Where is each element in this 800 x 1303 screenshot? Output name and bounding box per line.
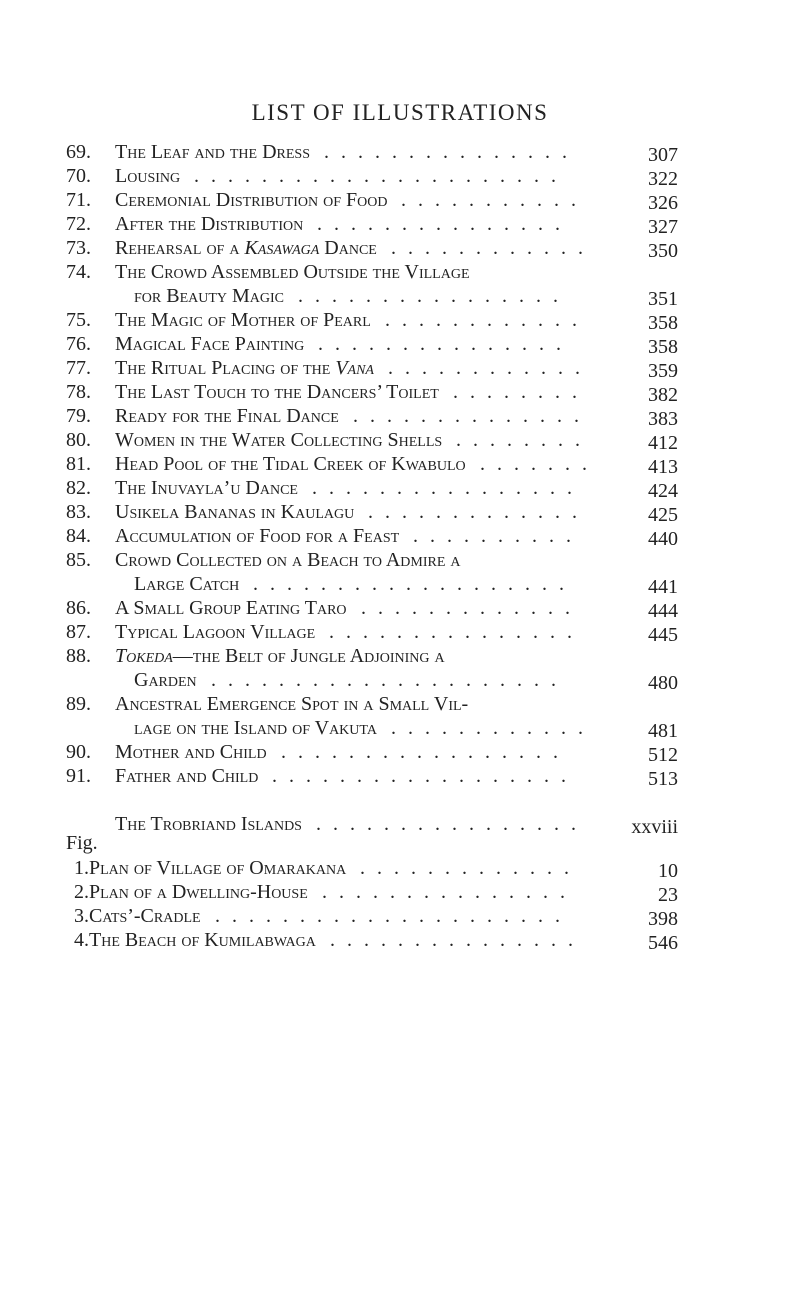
leader-dots: .................. xyxy=(272,765,578,787)
entry-number: 82. xyxy=(66,477,91,499)
entry-page-number: 326 xyxy=(648,192,678,214)
leader-dots: ............. xyxy=(361,597,582,619)
entry-number: 87. xyxy=(66,621,91,643)
entry-title-continued: Garden xyxy=(134,669,197,691)
entry-title: Accumulation of Food for a Feast xyxy=(115,525,400,547)
entry-page-number: 307 xyxy=(648,144,678,166)
entry-title: Typical Lagoon Village xyxy=(115,621,316,643)
entry-title: Rehearsal of a Kasawaga Dance xyxy=(115,237,377,259)
entry-title: Tokeda—the Belt of Jungle Adjoining a xyxy=(115,645,445,667)
entry-number: 90. xyxy=(66,741,91,763)
entry-page-number: 512 xyxy=(648,744,678,766)
entry-page-number: 398 xyxy=(648,908,678,930)
entry-number: 73. xyxy=(66,237,91,259)
entry-title: A Small Group Eating Taro xyxy=(115,597,347,619)
entry-page-number: 23 xyxy=(658,884,678,906)
entry-number: 4. xyxy=(74,929,89,951)
leader-dots: ............. xyxy=(360,857,581,879)
entry-page-number: 10 xyxy=(658,860,678,882)
entry-page-number: 513 xyxy=(648,768,678,790)
entry-title: The Ritual Placing of the Vana xyxy=(115,357,374,379)
entry-page-number: 359 xyxy=(648,360,678,382)
entry-page-number: 445 xyxy=(648,624,678,646)
entry-number: 84. xyxy=(66,525,91,547)
entry-title: Ancestral Emergence Spot in a Small Vil- xyxy=(115,693,469,715)
entry-title: Plan of a Dwelling-House xyxy=(89,881,308,903)
leader-dots: ........ xyxy=(456,429,592,451)
entry-page-number: 546 xyxy=(648,932,678,954)
leader-dots: .............. xyxy=(353,405,591,427)
leader-dots: ................. xyxy=(281,741,570,763)
entry-number: 74. xyxy=(66,261,91,283)
page-title: LIST OF ILLUSTRATIONS xyxy=(251,100,549,125)
leader-dots: ...................... xyxy=(194,165,568,187)
entry-page-number: 350 xyxy=(648,240,678,262)
leader-dots: ................... xyxy=(253,573,576,595)
entry-page-number: 322 xyxy=(648,168,678,190)
entry-number: 76. xyxy=(66,333,91,355)
entry-page-number: xxviii xyxy=(631,816,678,838)
entry-number: 86. xyxy=(66,597,91,619)
entry-page-number: 382 xyxy=(648,384,678,406)
entry-number: 72. xyxy=(66,213,91,235)
entry-title: Magical Face Painting xyxy=(115,333,305,355)
entry-title-continued: for Beauty Magic xyxy=(134,285,285,307)
leader-dots: ................ xyxy=(316,813,588,835)
leader-dots: ............ xyxy=(385,309,589,331)
leader-dots: ..................... xyxy=(215,905,572,927)
entry-number: 81. xyxy=(66,453,91,475)
leader-dots: ............... xyxy=(318,333,573,355)
entry-page-number: 358 xyxy=(648,336,678,358)
entry-title: The Magic of Mother of Pearl xyxy=(115,309,371,331)
entry-title: Ceremonial Distribution of Food xyxy=(115,189,388,211)
entry-title: The Inuvayla’u Dance xyxy=(115,477,298,499)
leader-dots: ............... xyxy=(324,141,579,163)
entry-title-continued: Large Catch xyxy=(134,573,240,595)
entry-number: 79. xyxy=(66,405,91,427)
entry-title: Women in the Water Collecting Shells xyxy=(115,429,443,451)
leader-dots: ............ xyxy=(391,717,595,739)
entry-number: 85. xyxy=(66,549,91,571)
entry-number: 91. xyxy=(66,765,91,787)
entry-title: Plan of Village of Omarakana xyxy=(89,857,347,879)
entry-number: 70. xyxy=(66,165,91,187)
entry-title: Crowd Collected on a Beach to Admire a xyxy=(115,549,461,571)
entry-title: Mother and Child xyxy=(115,741,267,763)
entry-number: 3. xyxy=(74,905,89,927)
entry-page-number: 424 xyxy=(648,480,678,502)
entry-number: 89. xyxy=(66,693,91,715)
entry-number: 78. xyxy=(66,381,91,403)
entry-page-number: 358 xyxy=(648,312,678,334)
entry-number: 2. xyxy=(74,881,89,903)
entry-page-number: 383 xyxy=(648,408,678,430)
leader-dots: ............... xyxy=(322,881,577,903)
leader-dots: ............... xyxy=(329,621,584,643)
entry-page-number: 444 xyxy=(648,600,678,622)
entry-page-number: 412 xyxy=(648,432,678,454)
figures-heading: Fig. xyxy=(66,832,98,854)
leader-dots: ........... xyxy=(401,189,588,211)
leader-dots: .......... xyxy=(413,525,583,547)
entry-number: 83. xyxy=(66,501,91,523)
entry-title: Lousing xyxy=(115,165,181,187)
entry-number: 88. xyxy=(66,645,91,667)
leader-dots: ............... xyxy=(330,929,585,951)
entry-page-number: 440 xyxy=(648,528,678,550)
entry-number: 69. xyxy=(66,141,91,163)
entry-page-number: 481 xyxy=(648,720,678,742)
leader-dots: ............... xyxy=(317,213,572,235)
leader-dots: ............. xyxy=(368,501,589,523)
entry-title: Usikela Bananas in Kaulagu xyxy=(115,501,355,523)
entry-page-number: 425 xyxy=(648,504,678,526)
entry-page-number: 413 xyxy=(648,456,678,478)
entry-number: 77. xyxy=(66,357,91,379)
entry-title: Father and Child xyxy=(115,765,259,787)
entry-title: The Beach of Kumilabwaga xyxy=(89,929,316,951)
entry-page-number: 327 xyxy=(648,216,678,238)
entry-page-number: 480 xyxy=(648,672,678,694)
entry-title: The Trobriand Islands xyxy=(115,813,302,835)
entry-title: After the Distribution xyxy=(115,213,304,235)
entry-number: 75. xyxy=(66,309,91,331)
leader-dots: ............ xyxy=(388,357,592,379)
entry-title: The Last Touch to the Dancers’ Toilet xyxy=(115,381,439,403)
leader-dots: ........ xyxy=(453,381,589,403)
leader-dots: ....... xyxy=(480,453,599,475)
entry-number: 71. xyxy=(66,189,91,211)
entry-title: Head Pool of the Tidal Creek of Kwabulo xyxy=(115,453,466,475)
leader-dots: ............ xyxy=(391,237,595,259)
entry-number: 1. xyxy=(74,857,89,879)
entry-title-continued: lage on the Island of Vakuta xyxy=(134,717,377,739)
entry-title: Ready for the Final Dance xyxy=(115,405,339,427)
leader-dots: ................ xyxy=(312,477,584,499)
leader-dots: ................ xyxy=(298,285,570,307)
entry-title: Cats’-Cradle xyxy=(89,905,201,927)
entry-page-number: 441 xyxy=(648,576,678,598)
entry-page-number: 351 xyxy=(648,288,678,310)
entry-number: 80. xyxy=(66,429,91,451)
leader-dots: ..................... xyxy=(211,669,568,691)
entry-title: The Leaf and the Dress xyxy=(115,141,310,163)
entry-title: The Crowd Assembled Outside the Village xyxy=(115,261,470,283)
